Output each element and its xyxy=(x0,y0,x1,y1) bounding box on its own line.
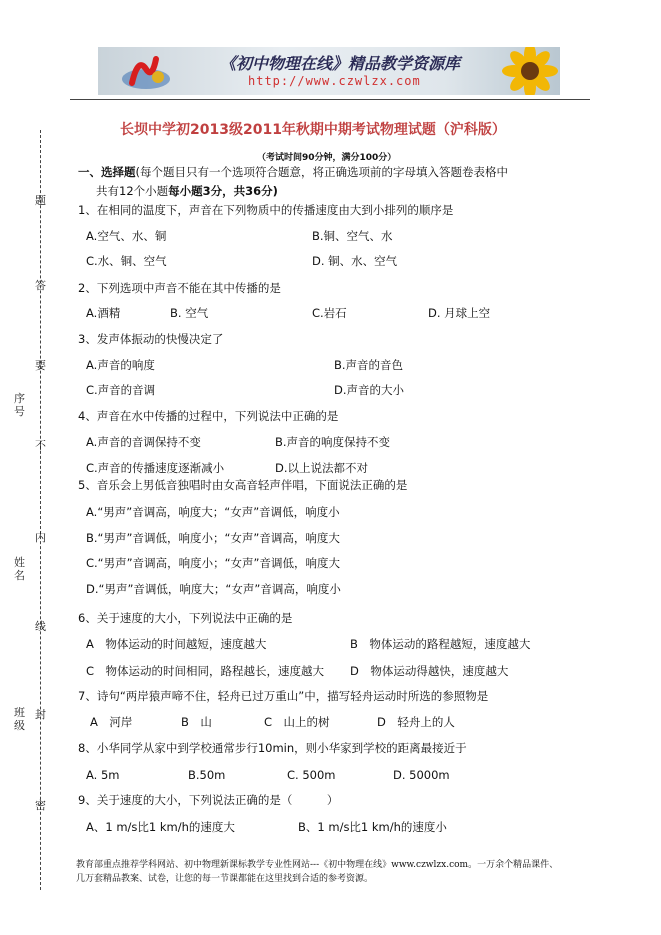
question-8-option-c: C. 500m xyxy=(287,768,336,782)
question-6-option-d: D 物体运动得越快，速度越大 xyxy=(350,664,509,678)
margin-char-5: 内 xyxy=(35,531,46,544)
question-count: 共有12个小题 xyxy=(96,184,169,198)
question-8-option-d: D. 5000m xyxy=(393,768,450,782)
question-7-option-b: B 山 xyxy=(181,715,212,729)
question-1-option-d: D. 铜、水、空气 xyxy=(312,254,398,268)
question-9-stem: 9、关于速度的大小，下列说法正确的是（ ） xyxy=(78,793,339,807)
footer-line-2: 几万套精品教案、试卷，让您的每一节课都能在这里找到合适的参考资源。 xyxy=(76,874,374,884)
question-4-option-b: B.声音的响度保持不变 xyxy=(275,435,391,449)
question-6-option-b: B 物体运动的路程越短，速度越大 xyxy=(350,637,531,651)
margin-char-3: 要 xyxy=(35,359,46,372)
question-2-option-d: D. 月球上空 xyxy=(428,306,491,320)
name-label: 姓名 xyxy=(14,556,25,582)
question-2-option-b: B. 空气 xyxy=(170,306,209,320)
banner-url[interactable]: http://www.czwlzx.com xyxy=(248,74,421,88)
score-info: 每小题3分，共36分) xyxy=(168,184,278,198)
question-5-option-a: A.“男声”音调高，响度大；“女声”音调低，响度小 xyxy=(86,505,340,519)
question-5-option-d: D.“男声”音调低，响度大；“女声”音调高，响度小 xyxy=(86,582,341,596)
class-label: 班级 xyxy=(14,706,25,732)
exam-subtitle: （考试时间90分钟，满分100分） xyxy=(257,153,397,163)
exam-title: 长坝中学初2013级2011年秋期中期考试物理试题（沪科版） xyxy=(120,122,506,138)
margin-char-6: 线 xyxy=(35,620,46,633)
question-4-option-d: D.以上说法都不对 xyxy=(275,461,369,475)
question-6-option-a: A 物体运动的时间越短，速度越大 xyxy=(86,637,267,651)
question-8-stem: 8、小华同学从家中到学校通常步行10min，则小华家到学校的距离最接近于 xyxy=(78,741,467,755)
footer-line-1: 教育部重点推荐学科网站、初中物理新课标教学专业性网站---《初中物理在线》www.czwlzx.com。一万余个精品课件、 xyxy=(76,860,559,870)
header-banner xyxy=(98,47,560,95)
question-1-option-a: A.空气、水、铜 xyxy=(86,229,167,243)
question-7-stem: 7、诗句“两岸猿声啼不住，轻舟已过万重山”中，描写轻舟运动时所选的参照物是 xyxy=(78,689,489,703)
question-6-stem: 6、关于速度的大小，下列说法中正确的是 xyxy=(78,611,293,625)
question-4-option-c: C.声音的传播速度逐渐减小 xyxy=(86,461,225,475)
question-2-stem: 2、下列选项中声音不能在其中传播的是 xyxy=(78,281,281,295)
question-1-option-b: B.铜、空气、水 xyxy=(312,229,393,243)
question-3-option-c: C.声音的音调 xyxy=(86,383,156,397)
question-8-option-a: A. 5m xyxy=(86,768,120,782)
question-8-option-b: B.50m xyxy=(188,768,226,782)
question-3-option-d: D.声音的大小 xyxy=(334,383,405,397)
question-7-option-a: A 河岸 xyxy=(90,715,133,729)
section-instruction-2 xyxy=(96,184,278,198)
margin-char-1: 题 xyxy=(35,194,46,207)
margin-char-8: 密 xyxy=(35,799,46,812)
logo-icon xyxy=(116,47,176,95)
question-7-option-d: D 轻舟上的人 xyxy=(377,715,455,729)
question-5-option-b: B.“男声”音调低，响度小；“女声”音调高，响度大 xyxy=(86,531,340,545)
question-4-stem: 4、声音在水中传播的过程中，下列说法中正确的是 xyxy=(78,409,339,423)
section-instruction-text: (每个题目只有一个选项符合题意，将正确选项前的字母填入答题卷表格中 xyxy=(135,165,508,179)
banner-title: 《初中物理在线》精品教学资源库 xyxy=(220,54,461,73)
question-6-option-c: C 物体运动的时间相同，路程越长，速度越大 xyxy=(86,664,325,678)
question-1-stem: 1、在相同的温度下，声音在下列物质中的传播速度由大到小排列的顺序是 xyxy=(78,203,454,217)
question-4-option-a: A.声音的音调保持不变 xyxy=(86,435,201,449)
question-2-option-c: C.岩石 xyxy=(312,306,347,320)
header-rule xyxy=(70,99,590,100)
section-heading: 一、选择题 xyxy=(78,165,136,179)
margin-char-7: 封 xyxy=(35,708,46,721)
margin-char-2: 答 xyxy=(35,279,46,292)
binding-line xyxy=(40,130,42,890)
question-9-option-a: A、1 m/s比1 km/h的速度大 xyxy=(86,820,235,834)
margin-char-4: 不 xyxy=(35,439,46,452)
question-3-option-b: B.声音的音色 xyxy=(334,358,404,372)
question-9-option-b: B、1 m/s比1 km/h的速度小 xyxy=(298,820,447,834)
question-3-stem: 3、发声体振动的快慢决定了 xyxy=(78,332,224,346)
question-2-option-a: A.酒精 xyxy=(86,306,121,320)
section-instruction xyxy=(78,165,508,179)
question-3-option-a: A.声音的响度 xyxy=(86,358,155,372)
question-5-option-c: C.“男声”音调高，响度小；“女声”音调低，响度大 xyxy=(86,556,341,570)
question-1-option-c: C.水、铜、空气 xyxy=(86,254,167,268)
seat-number-label: 序号 xyxy=(14,392,25,418)
question-7-option-c: C 山上的树 xyxy=(264,715,330,729)
question-5-stem: 5、音乐会上男低音独唱时由女高音轻声伴唱，下面说法正确的是 xyxy=(78,478,408,492)
sunflower-icon xyxy=(490,47,560,95)
